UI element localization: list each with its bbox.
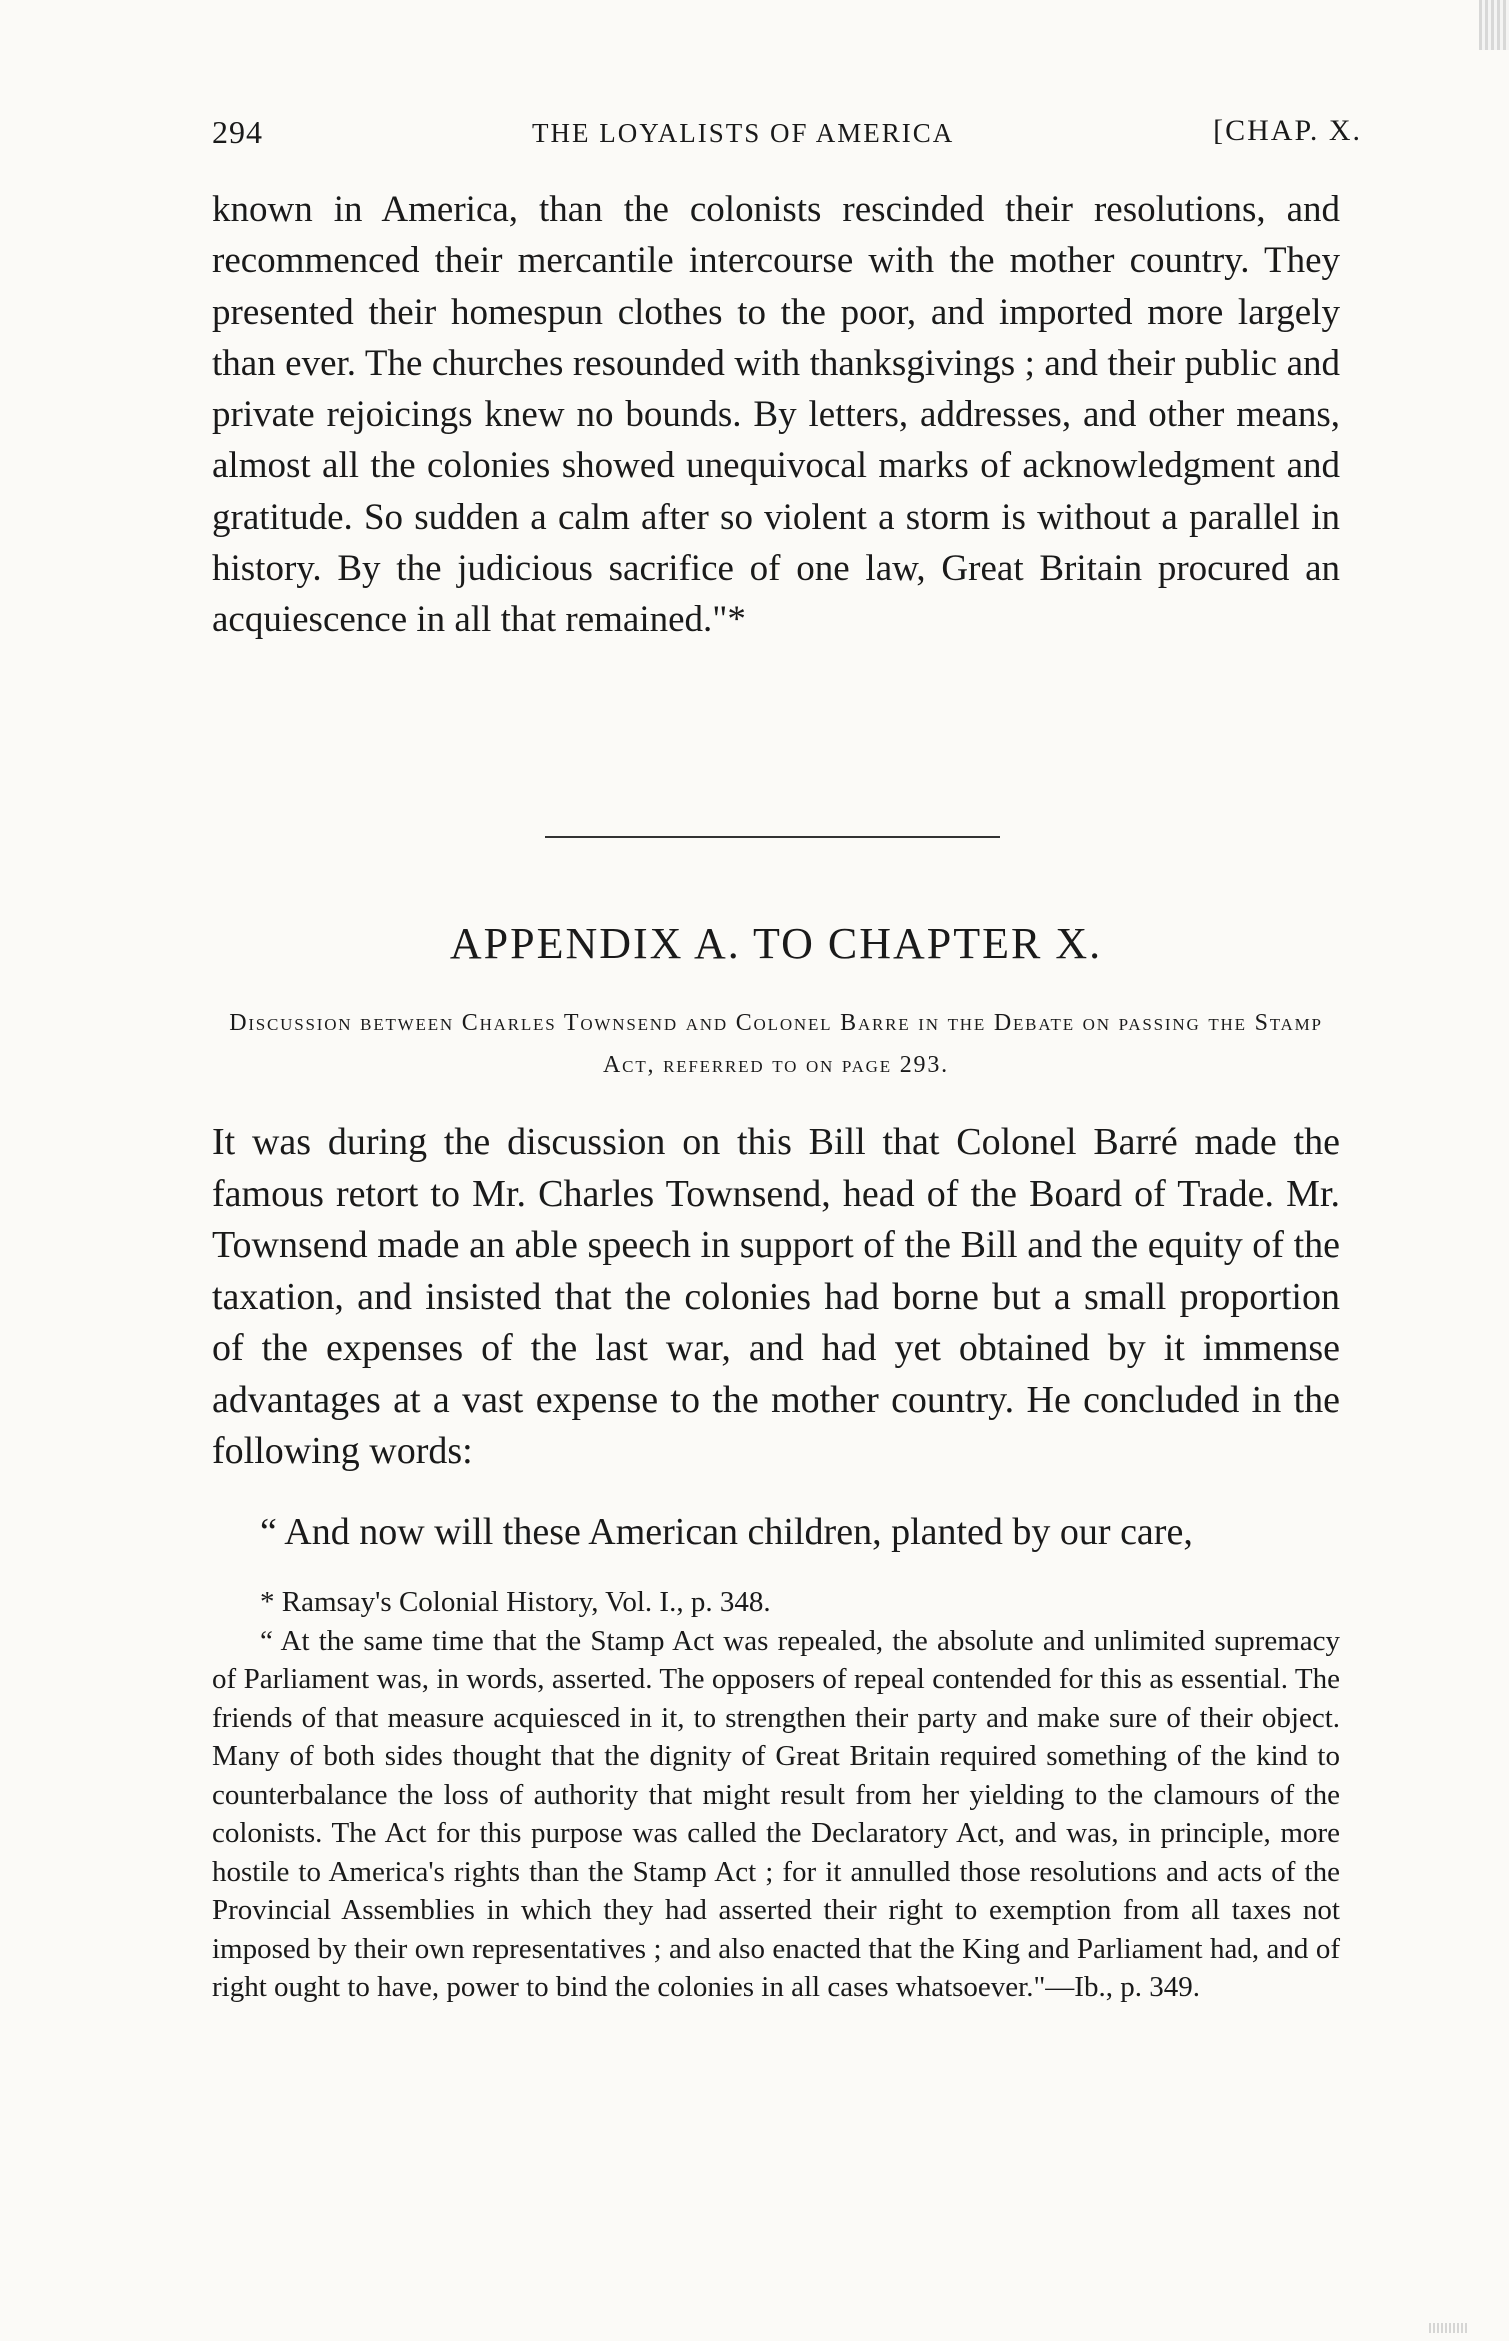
footnotes	[212, 1583, 1340, 2007]
scan-edge-mark	[1479, 0, 1509, 50]
appendix-paragraph: It was during the discussion on this Bill that Colonel Barré made the famous retort to Mr. Charles Townsend, head of the Board of Trade. Mr. Townsend made an able speech in support of the Bill and the equity of the taxation, and insisted that the colonies had borne but a small proportion of the expenses of the last war, and had yet obtained by it immense advantages at a vast expense to the mother country. He concluded in the following words:	[212, 1121, 1340, 1472]
footnote-citation: * Ramsay's Colonial History, Vol. I., p. 348.	[260, 1586, 771, 1618]
quotation-start: “ And now will these American children, planted by our care,	[260, 1511, 1193, 1553]
scan-footer-mark	[1429, 2323, 1469, 2333]
running-header	[212, 114, 1362, 158]
appendix-subtitle: Discussion between Charles Townsend and Colonel Barre in the Debate on passing the Stamp Act, referred to on page 293.	[229, 1010, 1323, 1078]
chapter-label: [CHAP. X.	[1213, 114, 1362, 147]
running-title: THE LOYALISTS OF AMERICA	[532, 118, 955, 148]
section-divider	[545, 836, 1000, 838]
page-number: 294	[212, 114, 263, 150]
appendix-title: APPENDIX A. TO CHAPTER X.	[449, 919, 1103, 968]
paragraph-continued: known in America, than the colonists rescinded their resolutions, and recommenced their mercantile intercourse with the mother country. They presented their homespun clothes to the poor, and imported more largely than ever. The churches resounded with thanksgivings ; and their public and private rejoicings knew no bounds. By letters, addresses, and other means, almost all the colonies showed unequivocal marks of acknowledgment and gratitude. So sudden a calm after so violent a storm is without a parallel in history. By the judicious sacrifice of one law, Great Britain procured an acquiescence in all that remained."*	[212, 189, 1340, 641]
footnote-quotation: “ At the same time that the Stamp Act was repealed, the absolute and unlimited supremacy of Parliament was, in words, asserted. The opposers of repeal contended for this as essential. The friends of that measure acquiesced in it, to strengthen their party and make sure of their object. Many of both sides thought that the dignity of Great Britain required something of the kind to counterbalance the loss of authority that might result from her yielding to the clamours of the colonists. The Act for this purpose was called the Declaratory Act, and was, in principle, more hostile to America's rights than the Stamp Act ; for it annulled those resolutions and acts of the Provincial Assemblies in which they had asserted their right to exemption from all taxes not imposed by their own representatives ; and also enacted that the King and Parliament had, and of right ought to have, power to bind the colonies in all cases whatsoever."—Ib., p. 349.	[212, 1624, 1340, 2003]
